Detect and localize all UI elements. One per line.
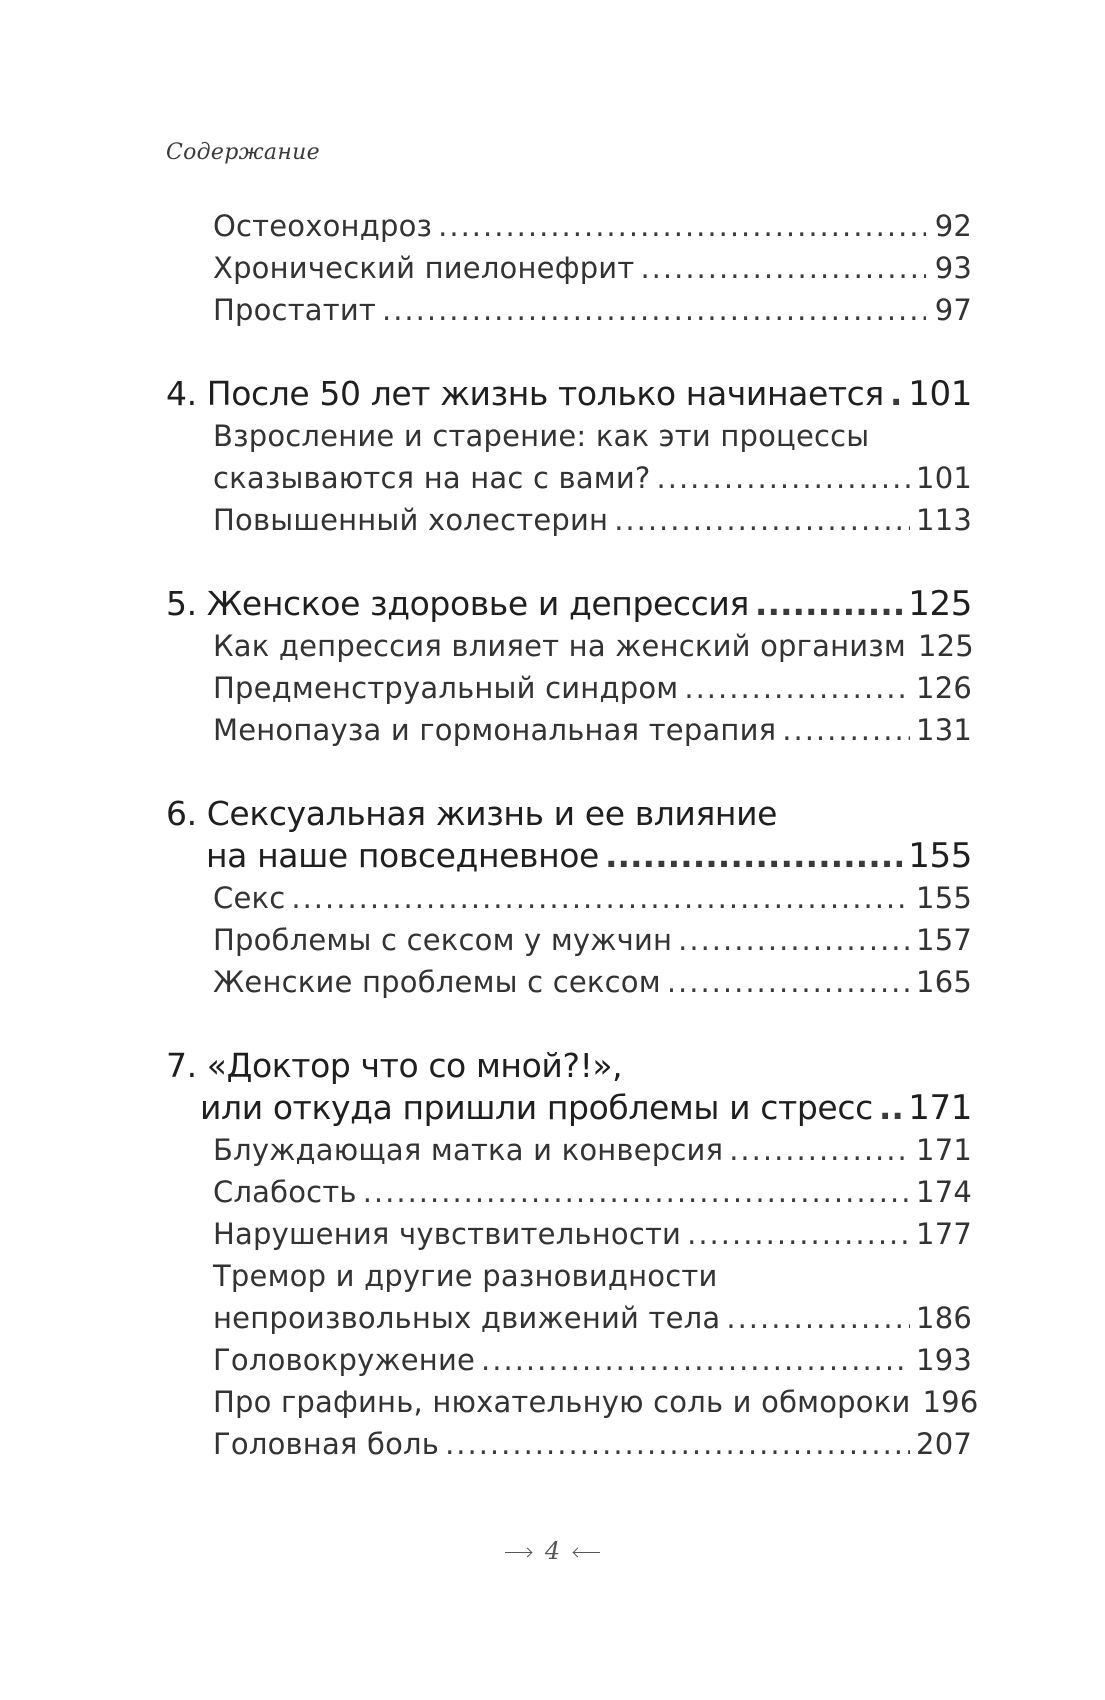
chapter-title-line2: или откуда пришли проблемы и стресс: [200, 1088, 873, 1127]
toc-entry-page: 171: [916, 1133, 972, 1167]
toc-entry-page: 196: [922, 1385, 979, 1419]
toc-entry-page: 207: [916, 1427, 972, 1461]
toc-entry-title: Блуждающая матка и конверсия: [213, 1133, 724, 1167]
leader-dots: [363, 1171, 910, 1213]
toc-entry[interactable]: [166, 961, 972, 1003]
page-footer: [0, 1537, 1105, 1565]
chapter-page: 101: [908, 374, 972, 414]
toc-entry[interactable]: [166, 625, 972, 667]
toc-entry-page: 155: [916, 881, 972, 915]
chapter-4-heading[interactable]: [166, 373, 972, 415]
leader-dots: [445, 1423, 910, 1465]
leader-dots: [687, 1213, 910, 1255]
leader-dots: [657, 457, 911, 499]
toc-entry[interactable]: [166, 499, 972, 541]
toc-entry-title: Как депрессия влияет на женский организм: [213, 629, 906, 663]
chapter-page: 171: [908, 1088, 972, 1128]
toc-entry-page: 97: [934, 293, 972, 327]
toc-entry-page: 113: [916, 503, 972, 537]
toc-entry-title-line1: Взросление и старение: как эти процессы: [213, 419, 870, 453]
toc-entry-page: 193: [916, 1343, 972, 1377]
toc-entry-page: 93: [934, 251, 972, 285]
toc-entry-title: Про графинь, нюхательную соль и обмороки: [213, 1385, 911, 1419]
toc-entry-page: 131: [916, 713, 972, 747]
toc-entry[interactable]: [166, 1339, 972, 1381]
leader-dots: [729, 1129, 910, 1171]
chapter-title-line1: 7. «Доктор что со мной?!»,: [166, 1046, 623, 1085]
chapter-title: 5. Женское здоровье и депрессия: [166, 584, 749, 623]
toc-entry[interactable]: [166, 709, 972, 751]
toc-entry[interactable]: [166, 457, 972, 499]
toc-entry-page: 92: [934, 209, 972, 243]
right-ornament-icon: [574, 1548, 600, 1558]
toc-entry[interactable]: [166, 205, 972, 247]
chapter-title-line1: 6. Сексуальная жизнь и ее влияние: [166, 794, 778, 833]
chapter-title-line2: на наше повседневное: [206, 836, 599, 875]
toc-entry-title: Слабость: [213, 1175, 357, 1209]
section-gap: [166, 751, 972, 793]
leader-dots: [879, 1087, 902, 1129]
table-of-contents: [166, 205, 979, 1465]
toc-entry[interactable]: [166, 1297, 972, 1339]
leader-dots: [640, 247, 926, 289]
toc-entry[interactable]: [166, 1171, 972, 1213]
toc-entry-page: 186: [916, 1301, 972, 1335]
chapter-6-heading[interactable]: [166, 835, 972, 877]
toc-entry-title: Повышенный холестерин: [213, 503, 609, 537]
toc-entry-title: Нарушения чувствительности: [213, 1217, 682, 1251]
toc-entry-line1[interactable]: [166, 1255, 972, 1297]
left-ornament-icon: [505, 1548, 531, 1558]
toc-entry[interactable]: [166, 877, 972, 919]
toc-entry-page: 174: [916, 1175, 972, 1209]
chapter-7-heading-line1[interactable]: [166, 1045, 972, 1087]
running-head: Содержание: [166, 140, 320, 165]
toc-entry[interactable]: [166, 667, 972, 709]
leader-dots: [481, 1339, 910, 1381]
chapter-title: 4. После 50 лет жизнь только начинается: [166, 374, 884, 413]
toc-entry-title: Головокружение: [213, 1343, 476, 1377]
toc-entry-page: 126: [916, 671, 972, 705]
leader-dots: [890, 373, 902, 415]
toc-entry[interactable]: [166, 1213, 972, 1255]
toc-entry[interactable]: [166, 1129, 972, 1171]
leader-dots: [382, 289, 926, 331]
toc-entry-title: Проблемы с сексом у мужчин: [213, 923, 673, 957]
leader-dots: [291, 877, 910, 919]
chapter-7-heading[interactable]: [166, 1087, 972, 1129]
toc-entry-title: сказываются на нас с вами?: [213, 461, 651, 495]
leader-dots: [667, 961, 910, 1003]
leader-dots: [684, 667, 910, 709]
toc-entry-page: 157: [916, 923, 972, 957]
toc-entry-page: 125: [917, 629, 974, 663]
toc-entry-title: Хронический пиелонефрит: [213, 251, 635, 285]
toc-entry-title: Женские проблемы с сексом: [213, 965, 661, 999]
toc-entry-line1[interactable]: [166, 415, 972, 457]
toc-entry[interactable]: [166, 919, 972, 961]
section-gap: [166, 1003, 972, 1045]
section-gap: [166, 541, 972, 583]
toc-entry[interactable]: [166, 247, 972, 289]
toc-entry[interactable]: [166, 1423, 972, 1465]
toc-entry-title: Предменструальный синдром: [213, 671, 679, 705]
toc-entry-page: 101: [916, 461, 972, 495]
toc-entry-page: 177: [916, 1217, 972, 1251]
toc-entry-title: Головная боль: [213, 1427, 440, 1461]
leader-dots: [614, 499, 910, 541]
leader-dots: [755, 583, 902, 625]
leader-dots: [726, 1297, 910, 1339]
toc-entry-page: 165: [916, 965, 972, 999]
toc-entry-title: Простатит: [213, 293, 376, 327]
leader-dots: [605, 835, 902, 877]
toc-entry-title: Менопауза и гормональная терапия: [213, 713, 777, 747]
page-number: 4: [544, 1537, 561, 1565]
leader-dots: [782, 709, 910, 751]
toc-entry[interactable]: [166, 1381, 979, 1423]
toc-entry[interactable]: [166, 289, 972, 331]
section-gap: [166, 331, 972, 373]
toc-entry-title: непроизвольных движений тела: [213, 1301, 721, 1335]
chapter-page: 125: [908, 584, 972, 624]
leader-dots: [438, 205, 926, 247]
toc-entry-title: Секс: [213, 881, 286, 915]
leader-dots: [678, 919, 910, 961]
chapter-page: 155: [908, 836, 972, 876]
chapter-5-heading[interactable]: [166, 583, 972, 625]
chapter-6-heading-line1[interactable]: [166, 793, 972, 835]
toc-entry-title: Остеохондроз: [213, 209, 433, 243]
toc-entry-title-line1: Тремор и другие разновидности: [213, 1259, 718, 1293]
